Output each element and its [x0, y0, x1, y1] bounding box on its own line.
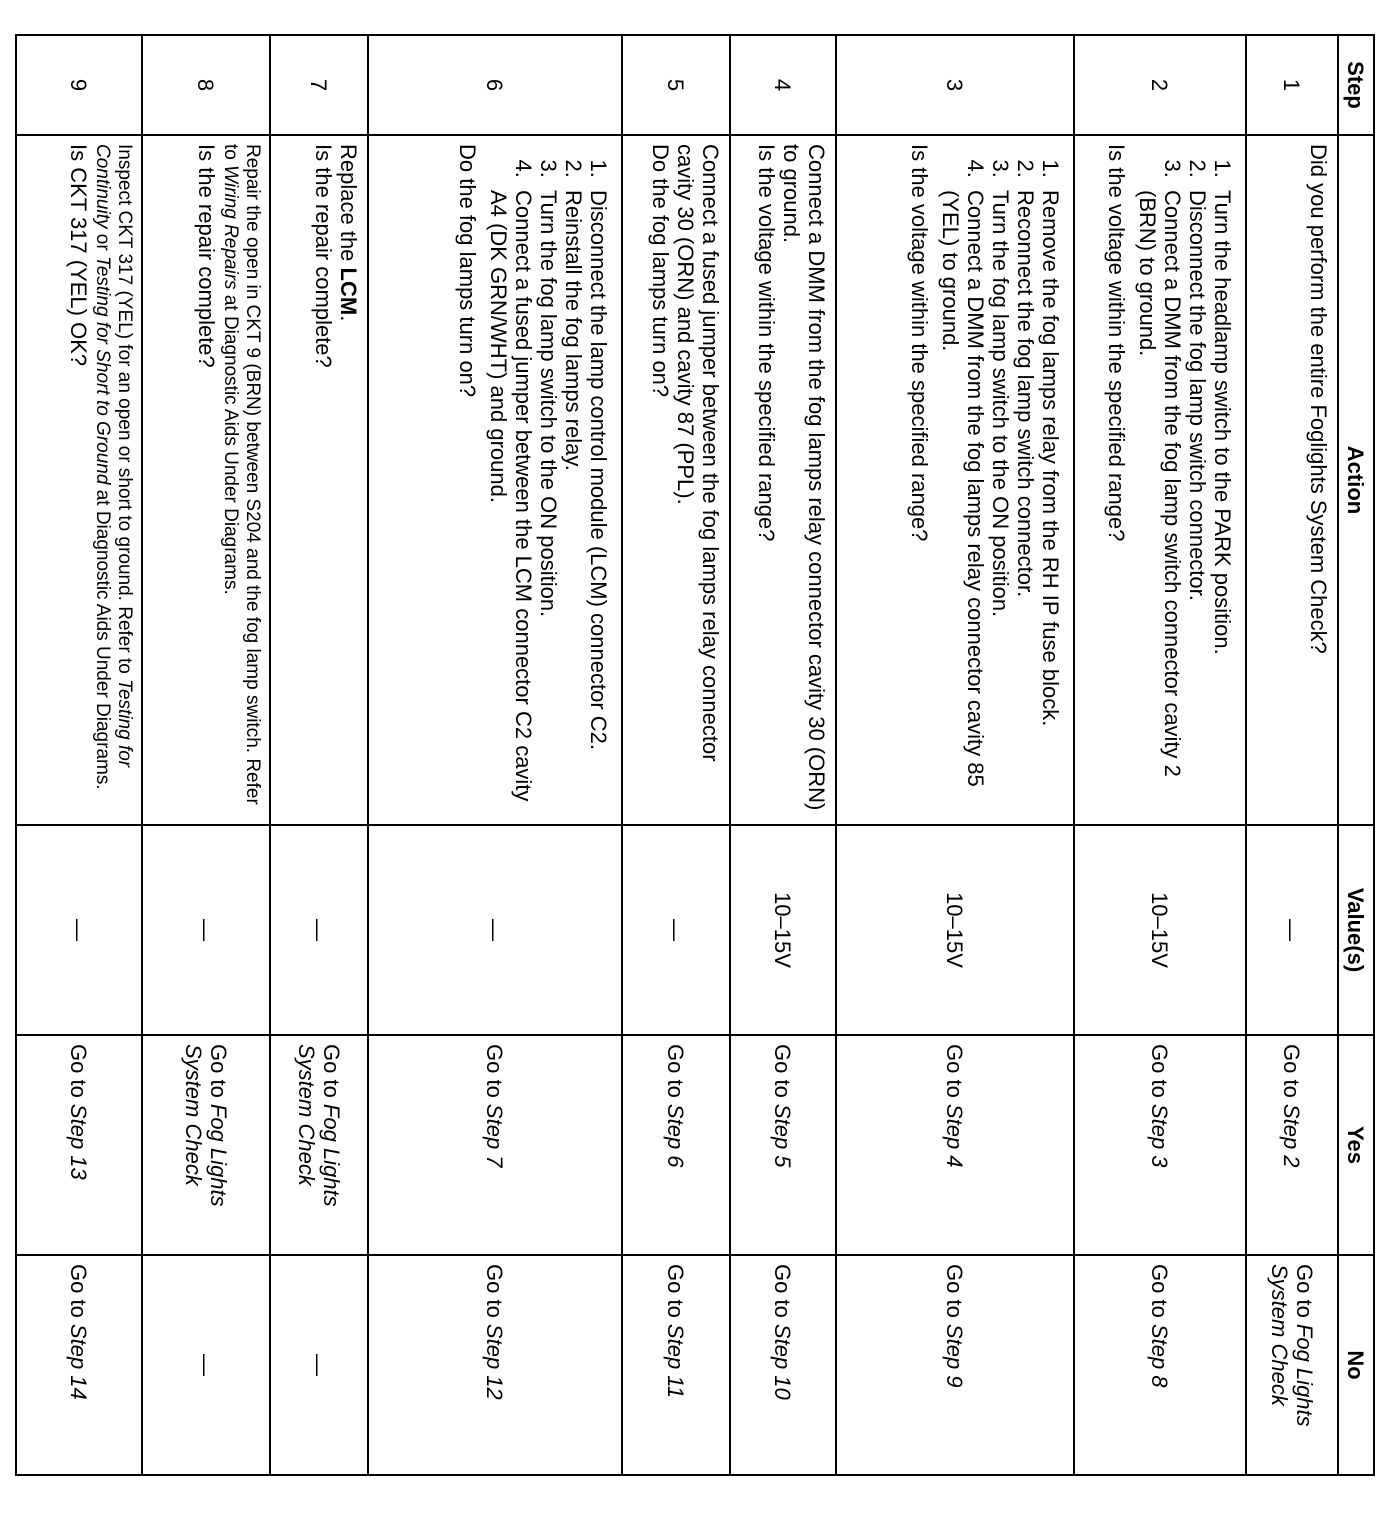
no-text: Go to — [942, 1264, 968, 1324]
no-cell — [730, 1255, 836, 1475]
no-text: Go to — [1292, 1264, 1317, 1324]
yes-text: Go to — [770, 1044, 796, 1104]
action-cell — [730, 135, 836, 825]
no-text: Go to — [663, 1264, 689, 1324]
action-item: 2. Disconnect the fog lamp switch connector. — [1185, 184, 1210, 816]
value-cell: 10–15V — [836, 825, 1074, 1035]
action-cell — [836, 135, 1074, 825]
header-row — [1338, 35, 1374, 1475]
no-cell: — — [142, 1255, 270, 1475]
no-step-link: Fog Lights System Check — [1267, 1264, 1317, 1427]
step-number: 4 — [730, 35, 836, 135]
yes-cell — [368, 1035, 622, 1255]
action-cell — [368, 135, 622, 825]
action-cell — [622, 135, 730, 825]
no-text: Go to — [770, 1264, 796, 1324]
yes-text: Go to — [66, 1044, 92, 1104]
yes-cell — [1074, 1035, 1246, 1255]
action-text-ref: Wiring Repairs — [220, 165, 241, 290]
action-text-ref: Testing for Continuity — [92, 144, 135, 768]
action-question: Do the fog lamps turn on? — [648, 144, 673, 398]
value-cell: 10–15V — [1074, 825, 1246, 1035]
yes-step-link: Step 5 — [770, 1103, 796, 1168]
no-step-link: Step 9 — [942, 1323, 968, 1388]
action-list — [486, 144, 611, 816]
yes-text: Go to — [482, 1044, 508, 1104]
yes-text: Go to — [942, 1044, 968, 1104]
step-number: 9 — [16, 35, 142, 135]
yes-text: Go to — [1279, 1044, 1305, 1104]
table-row — [622, 35, 730, 1475]
yes-step-link: Fog Lights System Check — [181, 1044, 231, 1207]
action-text-part: or — [92, 228, 113, 256]
yes-text: Go to — [1147, 1044, 1173, 1104]
value-cell: — — [270, 825, 368, 1035]
action-text-part: Replace the — [336, 144, 361, 268]
table-row — [1246, 35, 1338, 1475]
table-row — [142, 35, 270, 1475]
action-question: Did you perform the entire Foglights System Check? — [1306, 144, 1331, 654]
table-row — [1074, 35, 1246, 1475]
action-question: Is CKT 317 (YEL) OK? — [66, 144, 91, 367]
value-cell: — — [622, 825, 730, 1035]
no-step-link: Step 12 — [482, 1323, 508, 1400]
action-item: 3. Connect a DMM from the fog lamp switch connector cavity 2 (BRN) to ground. — [1135, 184, 1185, 816]
action-item: 2. Reconnect the fog lamp switch connector. — [1013, 184, 1038, 816]
table-row — [730, 35, 836, 1475]
action-item: 1. Remove the fog lamps relay from the RH IP fuse block. — [1038, 184, 1063, 816]
no-step-link: Step 10 — [770, 1323, 796, 1400]
diagnostic-table — [15, 34, 1375, 1476]
action-item: 1. Turn the headlamp switch to the PARK position. — [1210, 184, 1235, 816]
action-item: 4. Connect a DMM from the fog lamps relay connector cavity 85 (YEL) to ground. — [938, 184, 988, 816]
no-cell — [368, 1255, 622, 1475]
yes-cell — [836, 1035, 1074, 1255]
yes-step-link: Step 13 — [66, 1103, 92, 1180]
action-text-part: . — [336, 315, 361, 322]
step-number: 6 — [368, 35, 622, 135]
action-text: Connect a fused jumper between the fog lamps relay connector cavity 30 (ORN) and cavity 87 (PPL). — [673, 144, 723, 762]
action-question: Is the voltage within the specified range? — [907, 144, 932, 542]
no-cell — [836, 1255, 1074, 1475]
action-text — [91, 144, 135, 816]
value-cell: — — [368, 825, 622, 1035]
yes-step-link: Step 2 — [1279, 1103, 1305, 1168]
table-row — [368, 35, 622, 1475]
action-question: Is the repair complete? — [311, 144, 336, 368]
step-number: 2 — [1074, 35, 1246, 135]
value-cell: — — [142, 825, 270, 1035]
yes-cell — [622, 1035, 730, 1255]
action-question: Is the voltage within the specified range? — [754, 144, 779, 542]
action-cell — [1246, 135, 1338, 825]
action-list — [1135, 144, 1235, 816]
action-text-bold: LCM — [336, 267, 361, 316]
no-cell: — — [270, 1255, 368, 1475]
yes-cell — [730, 1035, 836, 1255]
action-text — [219, 144, 263, 816]
no-step-link: Step 14 — [66, 1323, 92, 1400]
no-cell — [622, 1255, 730, 1475]
step-number: 1 — [1246, 35, 1338, 135]
action-cell — [142, 135, 270, 825]
no-text: Go to — [482, 1264, 508, 1324]
action-text-part: at Diagnostic Aids Under Diagrams. — [220, 289, 241, 595]
yes-step-link: Step 7 — [482, 1103, 508, 1168]
yes-cell — [142, 1035, 270, 1255]
action-text — [336, 144, 361, 816]
yes-text: Go to — [206, 1044, 231, 1104]
no-cell — [1074, 1255, 1246, 1475]
action-text-ref: Testing for Short to Ground — [92, 255, 113, 485]
no-text: Go to — [66, 1264, 92, 1324]
action-question: Is the voltage within the specified range? — [1104, 144, 1129, 542]
action-text: Connect a DMM from the fog lamps relay connector cavity 30 (ORN) to ground. — [779, 144, 829, 811]
action-item: 2. Reinstall the fog lamps relay. — [561, 184, 586, 816]
action-question: Do the fog lamps turn on? — [455, 144, 480, 398]
action-cell — [270, 135, 368, 825]
table-row — [836, 35, 1074, 1475]
header-step: Step — [1338, 35, 1374, 135]
action-item: 1. Disconnect the lamp control module (LCM) connector C2. — [586, 184, 611, 816]
action-text-part: Repair the open in CKT 9 (BRN) between S204 and the fog lamp switch. Refer to — [220, 144, 263, 805]
value-cell: — — [1246, 825, 1338, 1035]
header-action: Action — [1338, 135, 1374, 825]
yes-step-link: Step 6 — [663, 1103, 689, 1168]
rotated-page — [23, 34, 1375, 1474]
step-number: 7 — [270, 35, 368, 135]
header-yes: Yes — [1338, 1035, 1374, 1255]
action-list — [938, 144, 1063, 816]
yes-cell — [270, 1035, 368, 1255]
value-cell: — — [16, 825, 142, 1035]
action-cell — [16, 135, 142, 825]
yes-text: Go to — [663, 1044, 689, 1104]
yes-step-link: Step 4 — [942, 1103, 968, 1168]
no-cell — [1246, 1255, 1338, 1475]
yes-cell — [16, 1035, 142, 1255]
no-cell — [16, 1255, 142, 1475]
step-number: 3 — [836, 35, 1074, 135]
no-text: Go to — [1147, 1264, 1173, 1324]
header-no: No — [1338, 1255, 1374, 1475]
action-question: Is the repair complete? — [194, 144, 219, 368]
action-cell — [1074, 135, 1246, 825]
yes-cell — [1246, 1035, 1338, 1255]
action-text-part: at Diagnostic Aids Under Diagrams. — [92, 484, 113, 790]
table-row — [270, 35, 368, 1475]
value-cell: 10–15V — [730, 825, 836, 1035]
step-number: 5 — [622, 35, 730, 135]
action-text-part: Inspect CKT 317 (YEL) for an open or short to ground. Refer to — [114, 144, 135, 680]
yes-step-link: Step 3 — [1147, 1103, 1173, 1168]
action-item: 3. Turn the fog lamp switch to the ON position. — [536, 184, 561, 816]
yes-text: Go to — [319, 1044, 344, 1104]
yes-step-link: Fog Lights System Check — [294, 1044, 344, 1207]
step-number: 8 — [142, 35, 270, 135]
action-item: 4. Connect a fused jumper between the LCM connector C2 cavity A4 (DK GRN/WHT) and ground. — [486, 184, 536, 816]
table-row — [16, 35, 142, 1475]
no-step-link: Step 8 — [1147, 1323, 1173, 1388]
header-values: Value(s) — [1338, 825, 1374, 1035]
action-item: 3. Turn the fog lamp switch to the ON position. — [988, 184, 1013, 816]
no-step-link: Step 11 — [663, 1323, 689, 1399]
